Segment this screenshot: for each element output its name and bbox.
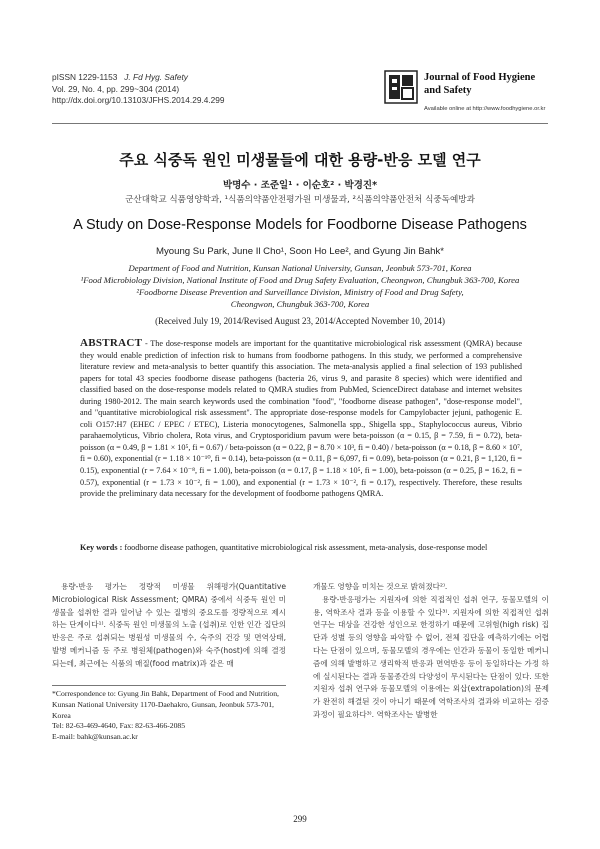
korean-affiliation: 군산대학교 식품영양학과, ¹식품의약품안전평가원 미생물과, ²식품의약품안전처 식중독예방과 — [125, 195, 475, 205]
footnote-email[interactable]: E-mail: bahk@kunsan.ac.kr — [52, 732, 138, 742]
abstract-heading: ABSTRACT — [80, 337, 143, 349]
journal-logo-icon — [384, 70, 418, 104]
abstract — [80, 338, 522, 500]
english-affiliations — [40, 262, 560, 310]
body-column-right — [313, 581, 549, 722]
body-paragraph: 용량-반응 평가는 정량적 미생물 위해평가(Quantitative Microbiological Risk Assessment; QMRA) 중에서 식중독 원인 미생물을 섭취한 결과 일어날 수 있는 질병의 중요도를 정량적으로 제시하는 단계이다¹⁾. 식중독 원인 미생물의 노출 (섭취)로 인한 인간 집단의 반응은 주로 섭취되는 병원성 미생물의 수, 숙주의 건강 및 면역상태, 발병 메커니즘 등 주로 병원체(pathogen)와 숙주(host)에 의해 결정되는데, 최근에는 식품의 매질(food matrix)과 같은 매 — [52, 582, 286, 668]
affiliation-line: ¹Food Microbiology Division, National Institute of Food and Drug Safety Evaluation, Cheongwon, Chungbuk 363-700, Korea — [80, 275, 520, 285]
keywords-label: Key words : — [80, 543, 123, 552]
header-divider — [52, 123, 548, 124]
footnote-divider — [52, 685, 286, 686]
doi-link[interactable]: http://dx.doi.org/10.13103/JFHS.2014.29.4.299 — [52, 95, 225, 105]
body-paragraph: 용량-반응평가는 지원자에 의한 직접적인 섭취 연구, 동물모델의 이용, 역학조사 결과 등을 이용할 수 있다³⁾. 지원자에 의한 직접적인 섭취 연구는 대상을 건강한 성인으로 한정하기 때문에 고위험(high risk) 집단과 성별 등의 영향을 파악할 수 없어, 전체 집단을 예측하기에는 어렵다는 단점이 있으며, 동물모델의 경우에는 인간과 동물이 동일한 메커니즘에 의해 발병하고 생리학적 반응과 면역반응 등이 동일하다는 가정 하에 실시된다는 결과 동물종간의 다양성이 무시된다는 단점이 있다. 또한 지원자 섭취 연구와 동물모델의 이용에는 외삽(extrapolation)의 문제가 완전히 해결된 것이 아니기 때문에 역학조사의 결과와 비교하는 검증 과정이 필요하다³⁾. 역학조사는 발병한 — [313, 594, 549, 719]
journal-header — [52, 72, 225, 107]
journal-logo-title: Journal of Food Hygiene and Safety — [424, 72, 536, 96]
volume-info: Vol. 29, No. 4, pp. 299~304 (2014) — [52, 83, 180, 94]
abstract-text: - The dose-response models are important for the quantitative microbiological risk assessment (QMRA) because they would enable prediction of infection risk to humans from foodborne pathogens. In this study, we performed a comprehensive literature review and meta-analysis to better quantify this association. The meta-analysis applied a final selection of 193 published papers for total 43 species foodborne disease pathogens (bacteria 26, virus 9, and parasite 8 species) which were identified and classified based on the dose-response models related to QMRA studies from PubMed, ScienceDirect database and internet websites during 1980-2012. The main search keywords used the combination "food", "foodborne disease pathogen", "dose-response model", and "quantitative microbiological risk assessment". The appropriate dose-response models for Campylobacter jejuni, pathogenic E. coli O157:H7 (EHEC / EPEC / ETEC), Listeria monocytogenes, Salmonella spp., Shigella spp., Staphylococcus aureus, Vibrio parahaemolyticus, Vibrio cholera, Rota virus, and Cryptosporidium pavum were beta-poisson (α = 0.15, β = 7.59, fi = 0.72), beta-poisson (α = 0.49, β = 1.81 × 10⁵, fi = 0.67) / beta-poisson (α = 0.22, β = 8.70 × 10³, fi = 0.40) / beta-poisson (α = 0.18, β = 8.60 × 10⁷, fi = 0.60), exponential (r = 1.18 × 10⁻¹⁰, fi = 0.14), beta-poisson (α = 0.11, β = 6,097, fi = 0.09), beta-poisson (α = 0.21, β = 1,120, fi = 0.15), exponential (r = 7.64 × 10⁻⁸, fi = 1.00), beta-poisson (α = 0.17, β = 1.18 × 10⁵, fi = 1.00), beta-poisson (α = 0.25, β = 16.2, fi = 0.57), exponential (r = 1.73 × 10⁻², fi = 1.00), and exponential (r = 1.73 × 10⁻², fi = 0.17), respectively. Therefore, these results provide the preliminary data necessary for the development of foodborne pathogens QMRA. — [80, 339, 522, 499]
page-number: 299 — [293, 814, 307, 824]
footnote-address: *Correspondence to: Gyung Jin Bahk, Department of Food and Nutrition, Kunsan National University 1170-Daehakro, Gunsan, Jeonbuk 573-701, Korea — [52, 689, 279, 720]
footnote-phone: Tel: 82-63-469-4640, Fax: 82-63-466-2085 — [52, 721, 186, 731]
keywords — [80, 542, 522, 554]
body-paragraph: 개물도 영향을 미치는 것으로 밝혀졌다²⁾. — [313, 582, 448, 591]
journal-logo — [384, 68, 546, 122]
english-authors: Myoung Su Park, June Il Cho¹, Soon Ho Lee², and Gyung Jin Bahk* — [156, 246, 444, 257]
affiliation-line: Department of Food and Nutrition, Kunsan National University, Gunsan, Jeonbuk 573-701, Korea — [128, 263, 472, 273]
journal-abbrev: J. Fd Hyg. Safety — [124, 72, 188, 82]
body-column-left — [52, 581, 286, 671]
affiliation-line: ²Foodborne Disease Prevention and Surveillance Division, Ministry of Food and Drug Safety, — [136, 287, 464, 297]
english-title: A Study on Dose-Response Models for Foodborne Disease Pathogens — [73, 217, 527, 233]
keywords-text: foodborne disease pathogen, quantitative microbiological risk assessment, meta-analysis, dose-response model — [122, 543, 488, 552]
journal-url[interactable]: Available online at http://www.foodhygiene.or.kr — [424, 106, 546, 112]
issn: pISSN 1229-1153 — [52, 72, 118, 82]
korean-authors: 박명수 · 조준일¹ · 이순호² · 박경진* — [222, 180, 378, 191]
received-dates: (Received July 19, 2014/Revised August 23, 2014/Accepted November 10, 2014) — [155, 316, 445, 326]
affiliation-line: Cheongwon, Chungbuk 363-700, Korea — [230, 299, 370, 309]
korean-title: 주요 식중독 원인 미생물들에 대한 용량-반응 모델 연구 — [119, 151, 481, 169]
correspondence-footnote — [52, 689, 286, 743]
